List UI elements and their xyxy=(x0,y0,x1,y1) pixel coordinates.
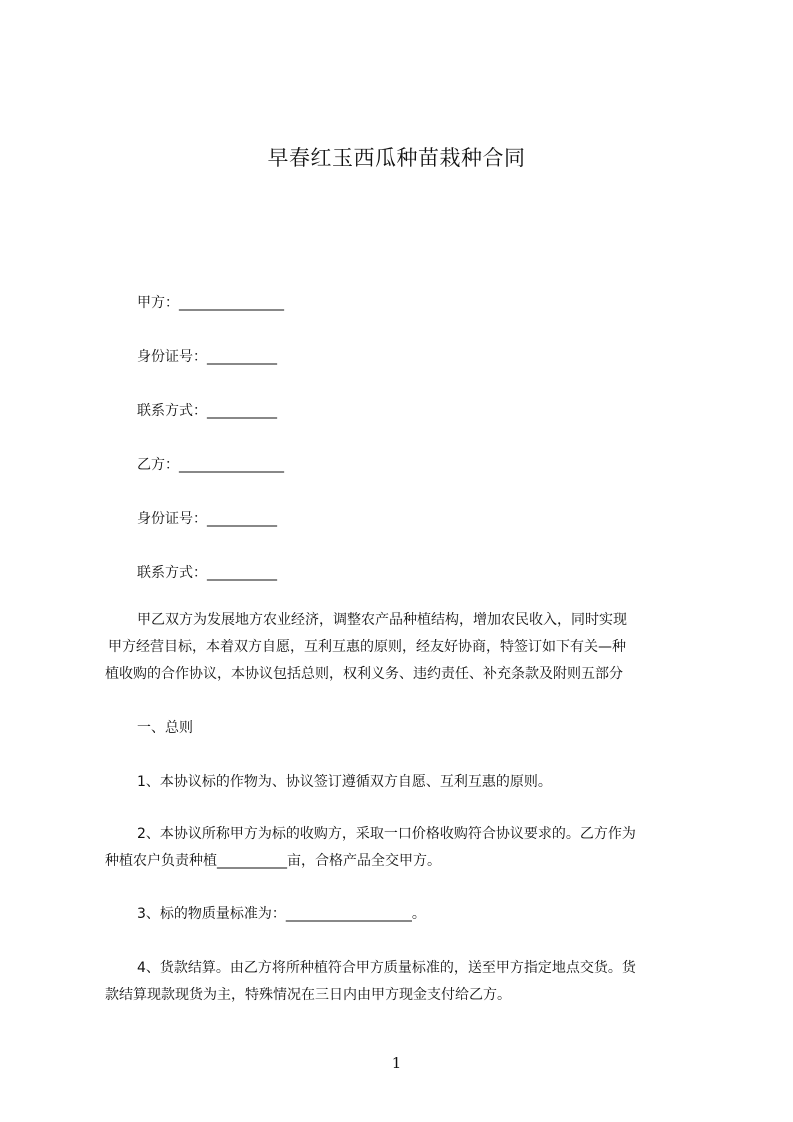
clause-1: 1、本协议标的作物为、协议签订遵循双方自愿、互利互惠的原则。 xyxy=(137,774,552,790)
page-number: 1 xyxy=(391,1054,402,1072)
contract-title: 早春红玉西瓜种苗栽种合同 xyxy=(267,146,526,170)
intro-line-2: 甲方经营目标，本着双方自愿，互利互惠的原则，经友好协商，特签订如下有关—种 xyxy=(108,639,626,655)
intro-line-3: 植收购的合作协议，本协议包括总则，权利义务、违约责任、补充条款及附则五部分 xyxy=(105,666,623,682)
clause-4-line-2: 款结算现款现货为主，特殊情况在三日内由甲方现金支付给乙方。 xyxy=(105,987,511,1003)
party-a-field: 甲方：_______________ xyxy=(137,295,284,311)
party-a-contact-field: 联系方式：__________ xyxy=(137,403,277,419)
party-b-contact-field: 联系方式：__________ xyxy=(137,565,277,581)
party-b-id-field: 身份证号：__________ xyxy=(137,511,277,527)
party-a-id-field: 身份证号：__________ xyxy=(137,349,277,365)
intro-line-1: 甲乙双方为发展地方农业经济，调整农产品种植结构，增加农民收入，同时实现 xyxy=(137,612,627,628)
clause-3: 3、标的物质量标准为：__________________。 xyxy=(137,906,426,922)
party-b-field: 乙方：_______________ xyxy=(137,457,284,473)
clause-4-line-1: 4、货款结算。由乙方将所种植符合甲方质量标准的，送至甲方指定地点交货。货 xyxy=(137,960,636,976)
section-heading-general: 一、总则 xyxy=(137,720,193,736)
clause-2-line-2: 种植农户负责种植__________亩，合格产品全交甲方。 xyxy=(105,853,441,869)
clause-2-line-1: 2、本协议所称甲方为标的收购方，采取一口价格收购符合协议要求的。乙方作为 xyxy=(137,826,636,842)
